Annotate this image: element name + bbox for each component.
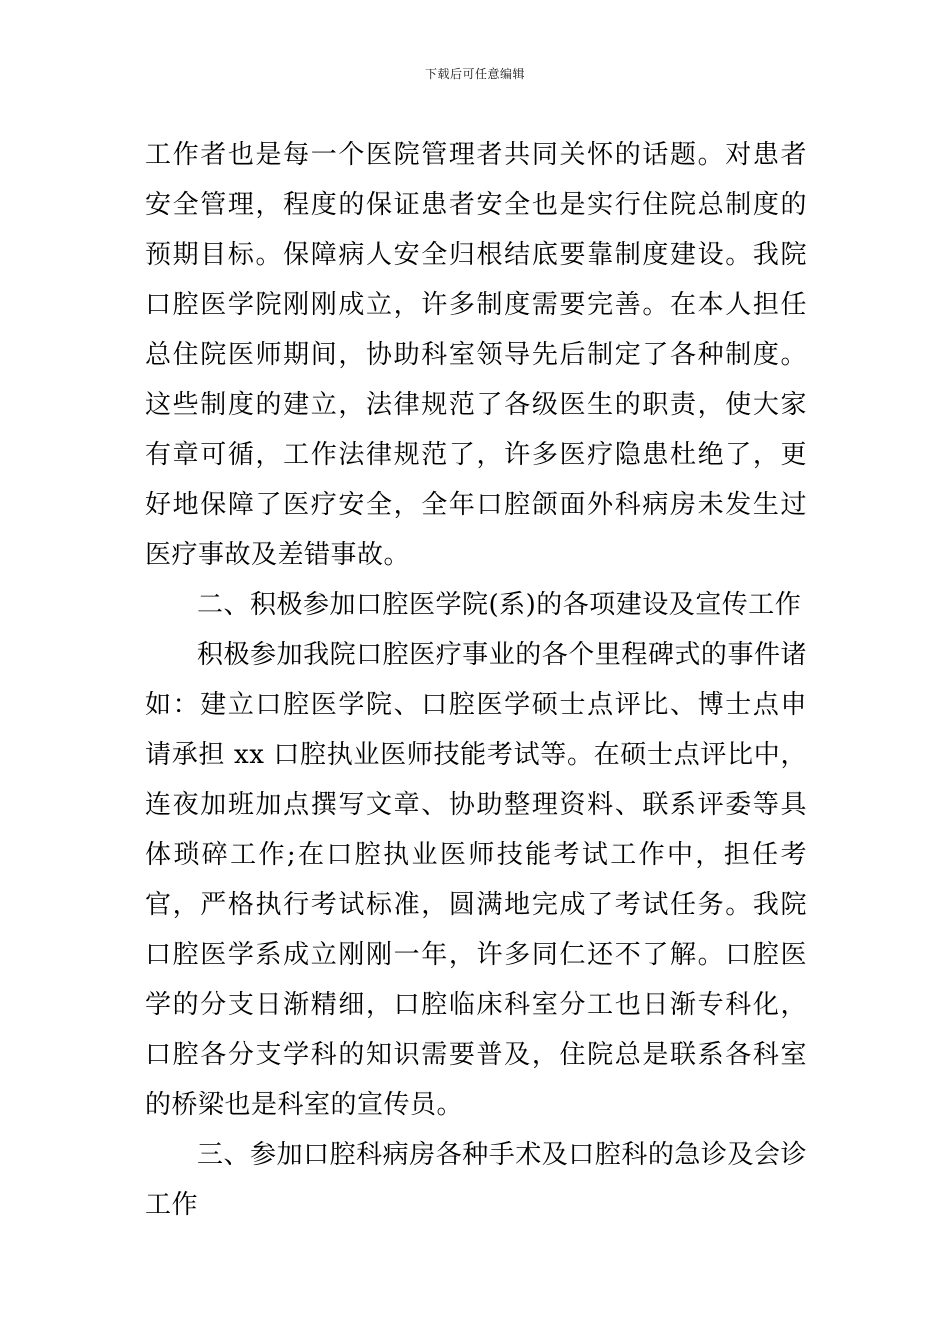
section-heading-3: 三、参加口腔科病房各种手术及口腔科的急诊及会诊工作: [145, 1140, 807, 1220]
section-heading-2: 二、积极参加口腔医学院(系)的各项建设及宣传工作: [197, 590, 802, 620]
paragraph-continuation: 工作者也是每一个医院管理者共同关怀的话题。对患者安全管理，程度的保证患者安全也是实行住院总制度的预期目标。保障病人安全归根结底要靠制度建设。我院口腔医学院刚刚成立，许多制度需要完善。在本人担任总住院医师期间，协助科室领导先后制定了各种制度。这些制度的建立，法律规范了各级医生的职责，使大家有章可循，工作法律规范了，许多医疗隐患杜绝了，更好地保障了医疗安全，全年口腔颌面外科病房未发生过医疗事故及差错事故。: [145, 140, 807, 570]
page-header: 下载后可任意编辑: [424, 67, 525, 81]
document-body: [145, 130, 807, 1230]
paragraph-section-2: 积极参加我院口腔医疗事业的各个里程碑式的事件诸如：建立口腔医学院、口腔医学硕士点评比、博士点申请承担 xx 口腔执业医师技能考试等。在硕士点评比中，连夜加班加点撰写文章、协助整理资料、联系评委等具体琐碎工作;在口腔执业医师技能考试工作中，担任考官，严格执行考试标准，圆满地完成了考试任务。我院口腔医学系成立刚刚一年，许多同仁还不了解。口腔医学的分支日渐精细，口腔临床科室分工也日渐专科化，口腔各分支学科的知识需要普及，住院总是联系各科室的桥梁也是科室的宣传员。: [145, 640, 807, 1120]
